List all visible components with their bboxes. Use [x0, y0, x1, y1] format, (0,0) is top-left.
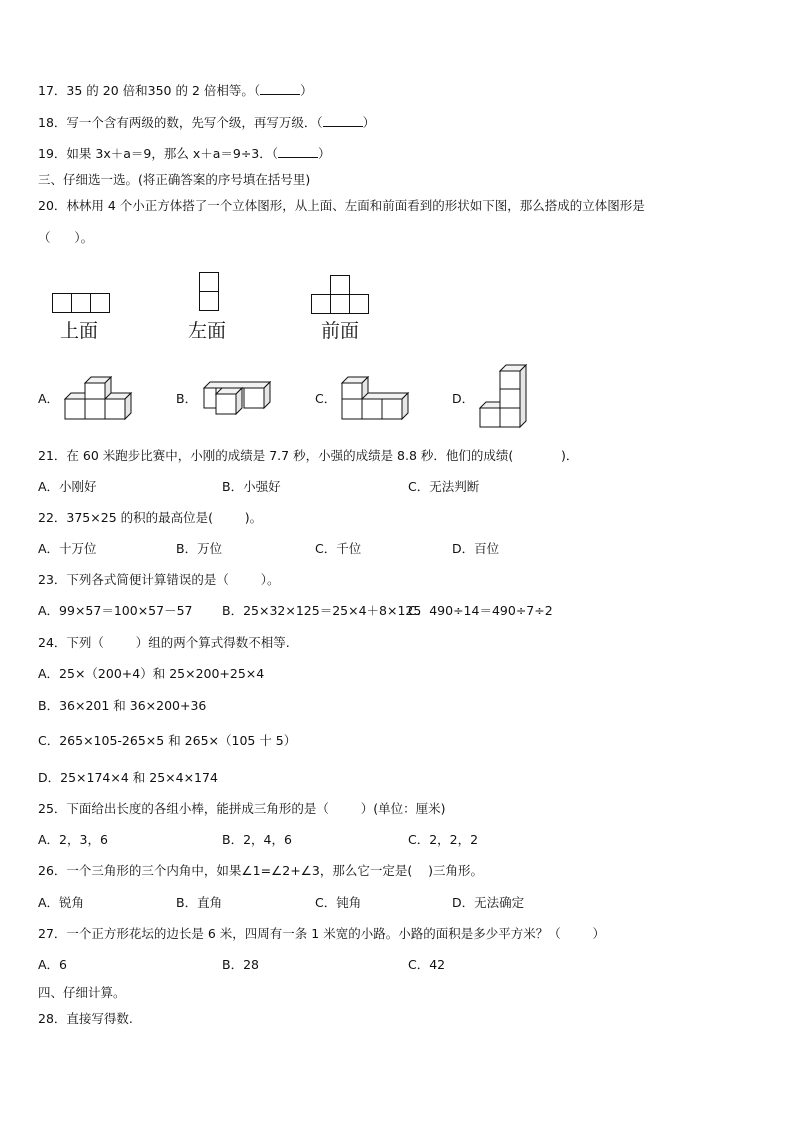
section-3-heading: 三、仔细选一选。(将正确答案的序号填在括号里): [38, 172, 311, 187]
q22-option-b[interactable]: B．万位: [176, 541, 223, 556]
question-28-text: 28．直接写得数.: [38, 1011, 133, 1026]
q23-option-c[interactable]: C．490÷14＝490÷7÷2: [408, 603, 553, 618]
front-view-label: 前面: [321, 320, 360, 342]
front-view-figure: [311, 275, 373, 317]
q26-option-b[interactable]: B．直角: [176, 895, 223, 910]
q27-option-a[interactable]: A．6: [38, 957, 68, 972]
q25-option-a[interactable]: A．2，3，6: [38, 832, 108, 847]
option-b-label[interactable]: B．: [176, 391, 198, 406]
option-c-solid: [341, 376, 411, 422]
question-22-text: 22．375×25 的积的最高位是( )。: [38, 510, 263, 525]
question-20-answer-brackets: （ ）。: [38, 230, 94, 245]
q22-option-c[interactable]: C．千位: [315, 541, 362, 556]
q25-option-c[interactable]: C．2，2，2: [408, 832, 479, 847]
q27-option-c[interactable]: C．42: [408, 957, 446, 972]
q25-option-b[interactable]: B．2，4，6: [222, 832, 292, 847]
question-17: [38, 83, 313, 99]
q21-option-c[interactable]: C．无法判断: [408, 479, 480, 494]
q24-option-d[interactable]: D．25×174×4 和 25×4×174: [38, 770, 218, 785]
question-17-text: 17．35 的 20 倍和350 的 2 倍相等。（: [38, 83, 261, 98]
question-20-text: 20．林林用 4 个小正方体搭了一个立体图形，从上面、左面和前面看到的形状如下图，那么搭成的立体图形是: [38, 198, 645, 213]
q22-option-d[interactable]: D．百位: [452, 541, 500, 556]
question-23-text: 23．下列各式简便计算错误的是（ ）。: [38, 572, 280, 587]
q24-option-b[interactable]: B．36×201 和 36×200+36: [38, 698, 207, 713]
question-19-close: ）: [318, 146, 331, 161]
question-27-text: 27．一个正方形花坛的边长是 6 米，四周有一条 1 米宽的小路。小路的面积是多少平方米？（ ）: [38, 926, 605, 941]
question-18: [38, 115, 375, 131]
q24-option-a[interactable]: A．25×（200+4）和 25×200+25×4: [38, 666, 265, 681]
question-26-text: 26．一个三角形的三个内角中，如果∠1=∠2+∠3，那么它一定是( )三角形。: [38, 863, 483, 878]
answer-blank-19[interactable]: [278, 146, 318, 158]
q21-option-a[interactable]: A．小刚好: [38, 479, 97, 494]
top-view-label: 上面: [60, 320, 99, 342]
question-19-text: 19．如果 3x＋a＝9，那么 x＋a＝9÷3．（: [38, 146, 279, 161]
q23-option-b[interactable]: B．25×32×125＝25×4＋8×125: [222, 603, 422, 618]
q27-option-b[interactable]: B．28: [222, 957, 259, 972]
q26-option-d[interactable]: D．无法确定: [452, 895, 525, 910]
left-view-figure: [199, 272, 221, 314]
question-25-text: 25．下面给出长度的各组小棒，能拼成三角形的是（ ）(单位：厘米): [38, 801, 446, 816]
section-4-heading: 四、仔细计算。: [38, 985, 126, 1000]
q24-option-c[interactable]: C．265×105-265×5 和 265×（105 十 5）: [38, 733, 297, 748]
q26-option-a[interactable]: A．锐角: [38, 895, 85, 910]
q23-option-a[interactable]: A．99×57＝100×57－57: [38, 603, 193, 618]
option-a-solid: [64, 376, 134, 422]
answer-blank-18[interactable]: [323, 115, 363, 127]
q21-option-b[interactable]: B．小强好: [222, 479, 281, 494]
question-21-text: 21．在 60 米跑步比赛中，小刚的成绩是 7.7 秒，小强的成绩是 8.8 秒．他们的成绩( )．: [38, 448, 579, 463]
top-view-figure: [52, 293, 112, 315]
question-18-close: ）: [362, 115, 376, 130]
q22-option-a[interactable]: A．十万位: [38, 541, 97, 556]
question-17-close: ）: [300, 83, 313, 98]
option-d-solid: [479, 364, 529, 428]
q26-option-c[interactable]: C．钝角: [315, 895, 362, 910]
option-d-label[interactable]: D．: [452, 391, 475, 406]
question-18-text: 18．写一个含有两级的数，先写个级，再写万级．（: [38, 115, 323, 130]
answer-blank-17[interactable]: [260, 83, 300, 95]
option-b-solid: [203, 381, 275, 413]
option-c-label[interactable]: C．: [315, 391, 337, 406]
left-view-label: 左面: [188, 320, 227, 342]
option-a-label[interactable]: A．: [38, 391, 60, 406]
question-24-text: 24．下列（ ）组的两个算式得数不相等.: [38, 635, 290, 650]
question-19: [38, 146, 331, 162]
